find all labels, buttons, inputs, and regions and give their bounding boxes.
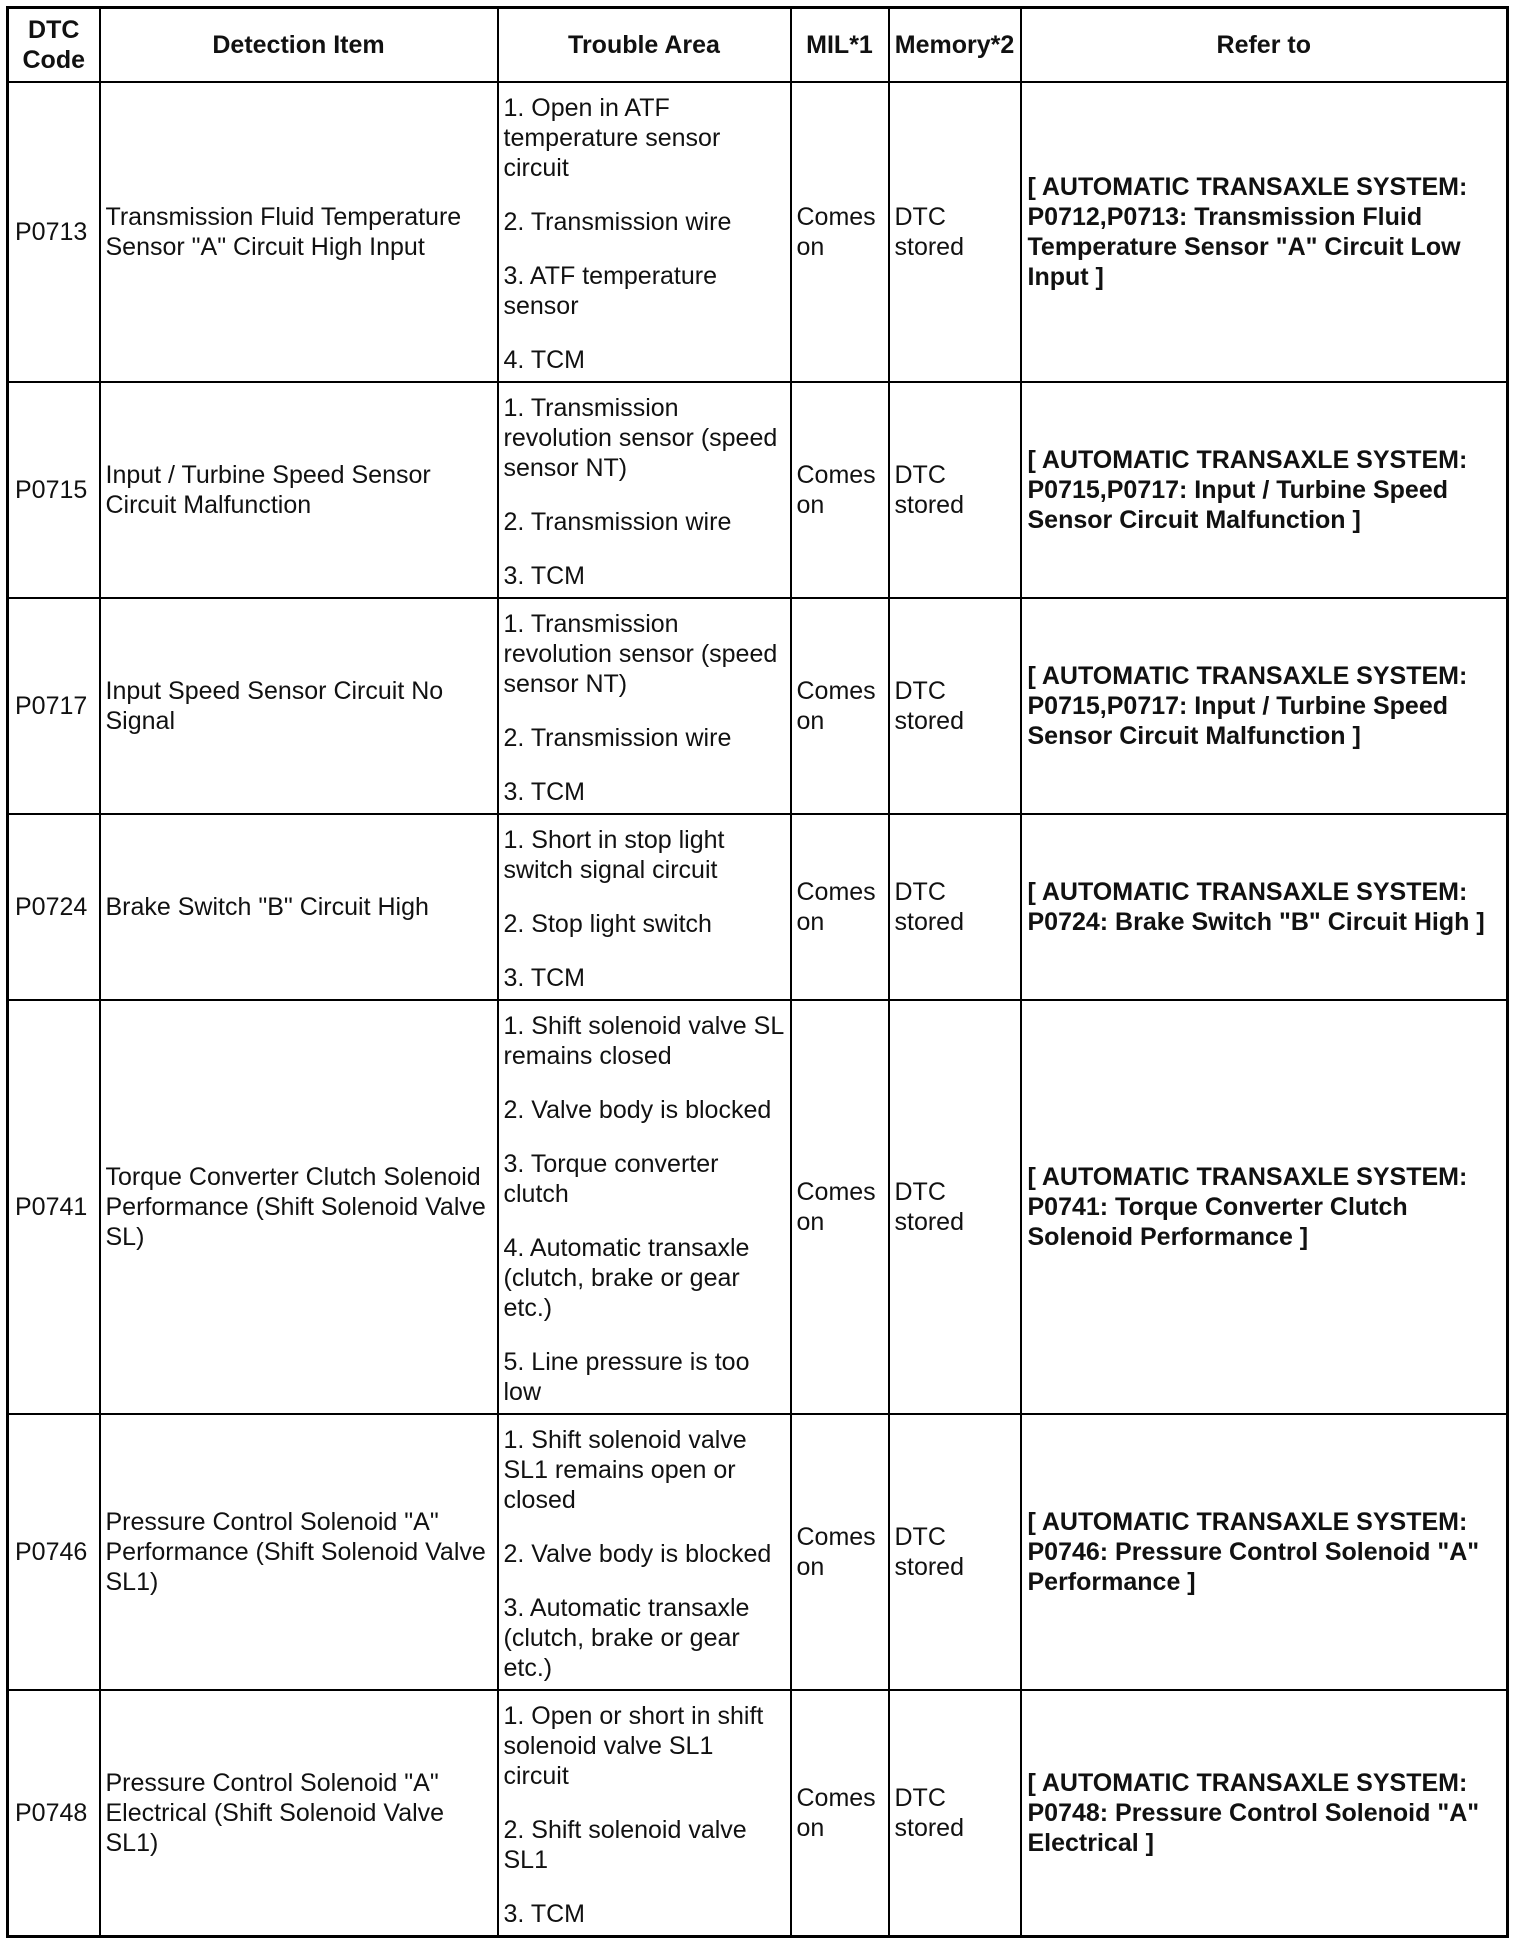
trouble-area-item: 3. TCM — [503, 1900, 585, 1928]
trouble-area-item: 1. Transmission revolution sensor (speed sensor NT) — [503, 394, 778, 482]
header-trouble-area: Trouble Area — [498, 8, 791, 83]
dtc-code-cell: P0715 — [8, 382, 100, 598]
header-detection-item: Detection Item — [100, 8, 498, 83]
detection-item-cell: Torque Converter Clutch Solenoid Performance (Shift Solenoid Valve SL) — [100, 1000, 498, 1414]
trouble-area-item: 1. Transmission revolution sensor (speed sensor NT) — [503, 610, 778, 698]
table-row — [8, 1690, 1508, 1937]
trouble-area-cell — [498, 1414, 791, 1690]
trouble-area-item: 3. Torque converter clutch — [503, 1150, 719, 1208]
trouble-area-item: 2. Valve body is blocked — [503, 1096, 772, 1124]
trouble-area-item: 1. Shift solenoid valve SL remains closed — [503, 1012, 784, 1070]
mil-cell: Comes on — [791, 1690, 889, 1937]
memory-cell: DTC stored — [889, 82, 1021, 382]
trouble-area-item: 3. Automatic transaxle (clutch, brake or gear etc.) — [503, 1594, 750, 1682]
trouble-area-cell — [498, 82, 791, 382]
trouble-area-item: 3. ATF temperature sensor — [503, 262, 718, 320]
dtc-table — [6, 6, 1509, 1938]
table-row — [8, 814, 1508, 1000]
trouble-area-item: 1. Open or short in shift solenoid valve SL1 circuit — [503, 1702, 764, 1790]
dtc-table-wrapper — [6, 6, 1509, 1938]
trouble-area-item: 1. Short in stop light switch signal circuit — [503, 826, 725, 884]
trouble-area-cell — [498, 598, 791, 814]
trouble-area-item: 2. Transmission wire — [503, 208, 732, 236]
table-row — [8, 382, 1508, 598]
dtc-code-cell: P0724 — [8, 814, 100, 1000]
table-row — [8, 1414, 1508, 1690]
mil-cell: Comes on — [791, 814, 889, 1000]
memory-cell: DTC stored — [889, 598, 1021, 814]
trouble-area-item: 4. Automatic transaxle (clutch, brake or gear etc.) — [503, 1234, 750, 1322]
table-row — [8, 1000, 1508, 1414]
trouble-area-cell — [498, 1000, 791, 1414]
detection-item-cell: Input Speed Sensor Circuit No Signal — [100, 598, 498, 814]
table-row — [8, 598, 1508, 814]
trouble-area-item: 4. TCM — [503, 346, 585, 374]
dtc-code-cell: P0748 — [8, 1690, 100, 1937]
trouble-area-item: 3. TCM — [503, 778, 585, 806]
trouble-area-item: 2. Transmission wire — [503, 724, 732, 752]
trouble-area-item: 2. Shift solenoid valve SL1 — [503, 1816, 747, 1874]
detection-item-cell: Input / Turbine Speed Sensor Circuit Malfunction — [100, 382, 498, 598]
memory-cell: DTC stored — [889, 1414, 1021, 1690]
table-row — [8, 82, 1508, 382]
memory-cell: DTC stored — [889, 1690, 1021, 1937]
header-row — [8, 8, 1508, 83]
refer-to-cell: [ AUTOMATIC TRANSAXLE SYSTEM: P0715,P0717: Input / Turbine Speed Sensor Circuit Malfunction ] — [1021, 382, 1508, 598]
memory-cell: DTC stored — [889, 1000, 1021, 1414]
trouble-area-item: 2. Transmission wire — [503, 508, 732, 536]
mil-cell: Comes on — [791, 598, 889, 814]
memory-cell: DTC stored — [889, 382, 1021, 598]
refer-to-cell: [ AUTOMATIC TRANSAXLE SYSTEM: P0741: Torque Converter Clutch Solenoid Performance ] — [1021, 1000, 1508, 1414]
table-body — [8, 82, 1508, 1937]
trouble-area-cell — [498, 1690, 791, 1937]
mil-cell: Comes on — [791, 1000, 889, 1414]
trouble-area-item: 2. Valve body is blocked — [503, 1540, 772, 1568]
dtc-code-cell: P0713 — [8, 82, 100, 382]
detection-item-cell: Transmission Fluid Temperature Sensor "A" Circuit High Input — [100, 82, 498, 382]
header-refer-to: Refer to — [1021, 8, 1508, 83]
trouble-area-item: 5. Line pressure is too low — [503, 1348, 750, 1406]
trouble-area-cell — [498, 814, 791, 1000]
trouble-area-cell — [498, 382, 791, 598]
trouble-area-item: 2. Stop light switch — [503, 910, 712, 938]
dtc-code-cell: P0717 — [8, 598, 100, 814]
mil-cell: Comes on — [791, 382, 889, 598]
header-memory: Memory*2 — [889, 8, 1021, 83]
trouble-area-item: 1. Shift solenoid valve SL1 remains open or closed — [503, 1426, 747, 1514]
trouble-area-item: 3. TCM — [503, 964, 585, 992]
trouble-area-item: 3. TCM — [503, 562, 585, 590]
refer-to-cell: [ AUTOMATIC TRANSAXLE SYSTEM: P0748: Pressure Control Solenoid "A" Electrical ] — [1021, 1690, 1508, 1937]
refer-to-cell: [ AUTOMATIC TRANSAXLE SYSTEM: P0712,P0713: Transmission Fluid Temperature Sensor "A" Circuit Low Input ] — [1021, 82, 1508, 382]
detection-item-cell: Brake Switch "B" Circuit High — [100, 814, 498, 1000]
header-mil: MIL*1 — [791, 8, 889, 83]
header-dtc-code: DTC Code — [8, 8, 100, 83]
mil-cell: Comes on — [791, 1414, 889, 1690]
refer-to-cell: [ AUTOMATIC TRANSAXLE SYSTEM: P0746: Pressure Control Solenoid "A" Performance ] — [1021, 1414, 1508, 1690]
dtc-code-cell: P0741 — [8, 1000, 100, 1414]
refer-to-cell: [ AUTOMATIC TRANSAXLE SYSTEM: P0715,P0717: Input / Turbine Speed Sensor Circuit Malfunction ] — [1021, 598, 1508, 814]
trouble-area-item: 1. Open in ATF temperature sensor circuit — [503, 94, 721, 182]
detection-item-cell: Pressure Control Solenoid "A" Electrical (Shift Solenoid Valve SL1) — [100, 1690, 498, 1937]
refer-to-cell: [ AUTOMATIC TRANSAXLE SYSTEM: P0724: Brake Switch "B" Circuit High ] — [1021, 814, 1508, 1000]
mil-cell: Comes on — [791, 82, 889, 382]
dtc-code-cell: P0746 — [8, 1414, 100, 1690]
detection-item-cell: Pressure Control Solenoid "A" Performance (Shift Solenoid Valve SL1) — [100, 1414, 498, 1690]
memory-cell: DTC stored — [889, 814, 1021, 1000]
